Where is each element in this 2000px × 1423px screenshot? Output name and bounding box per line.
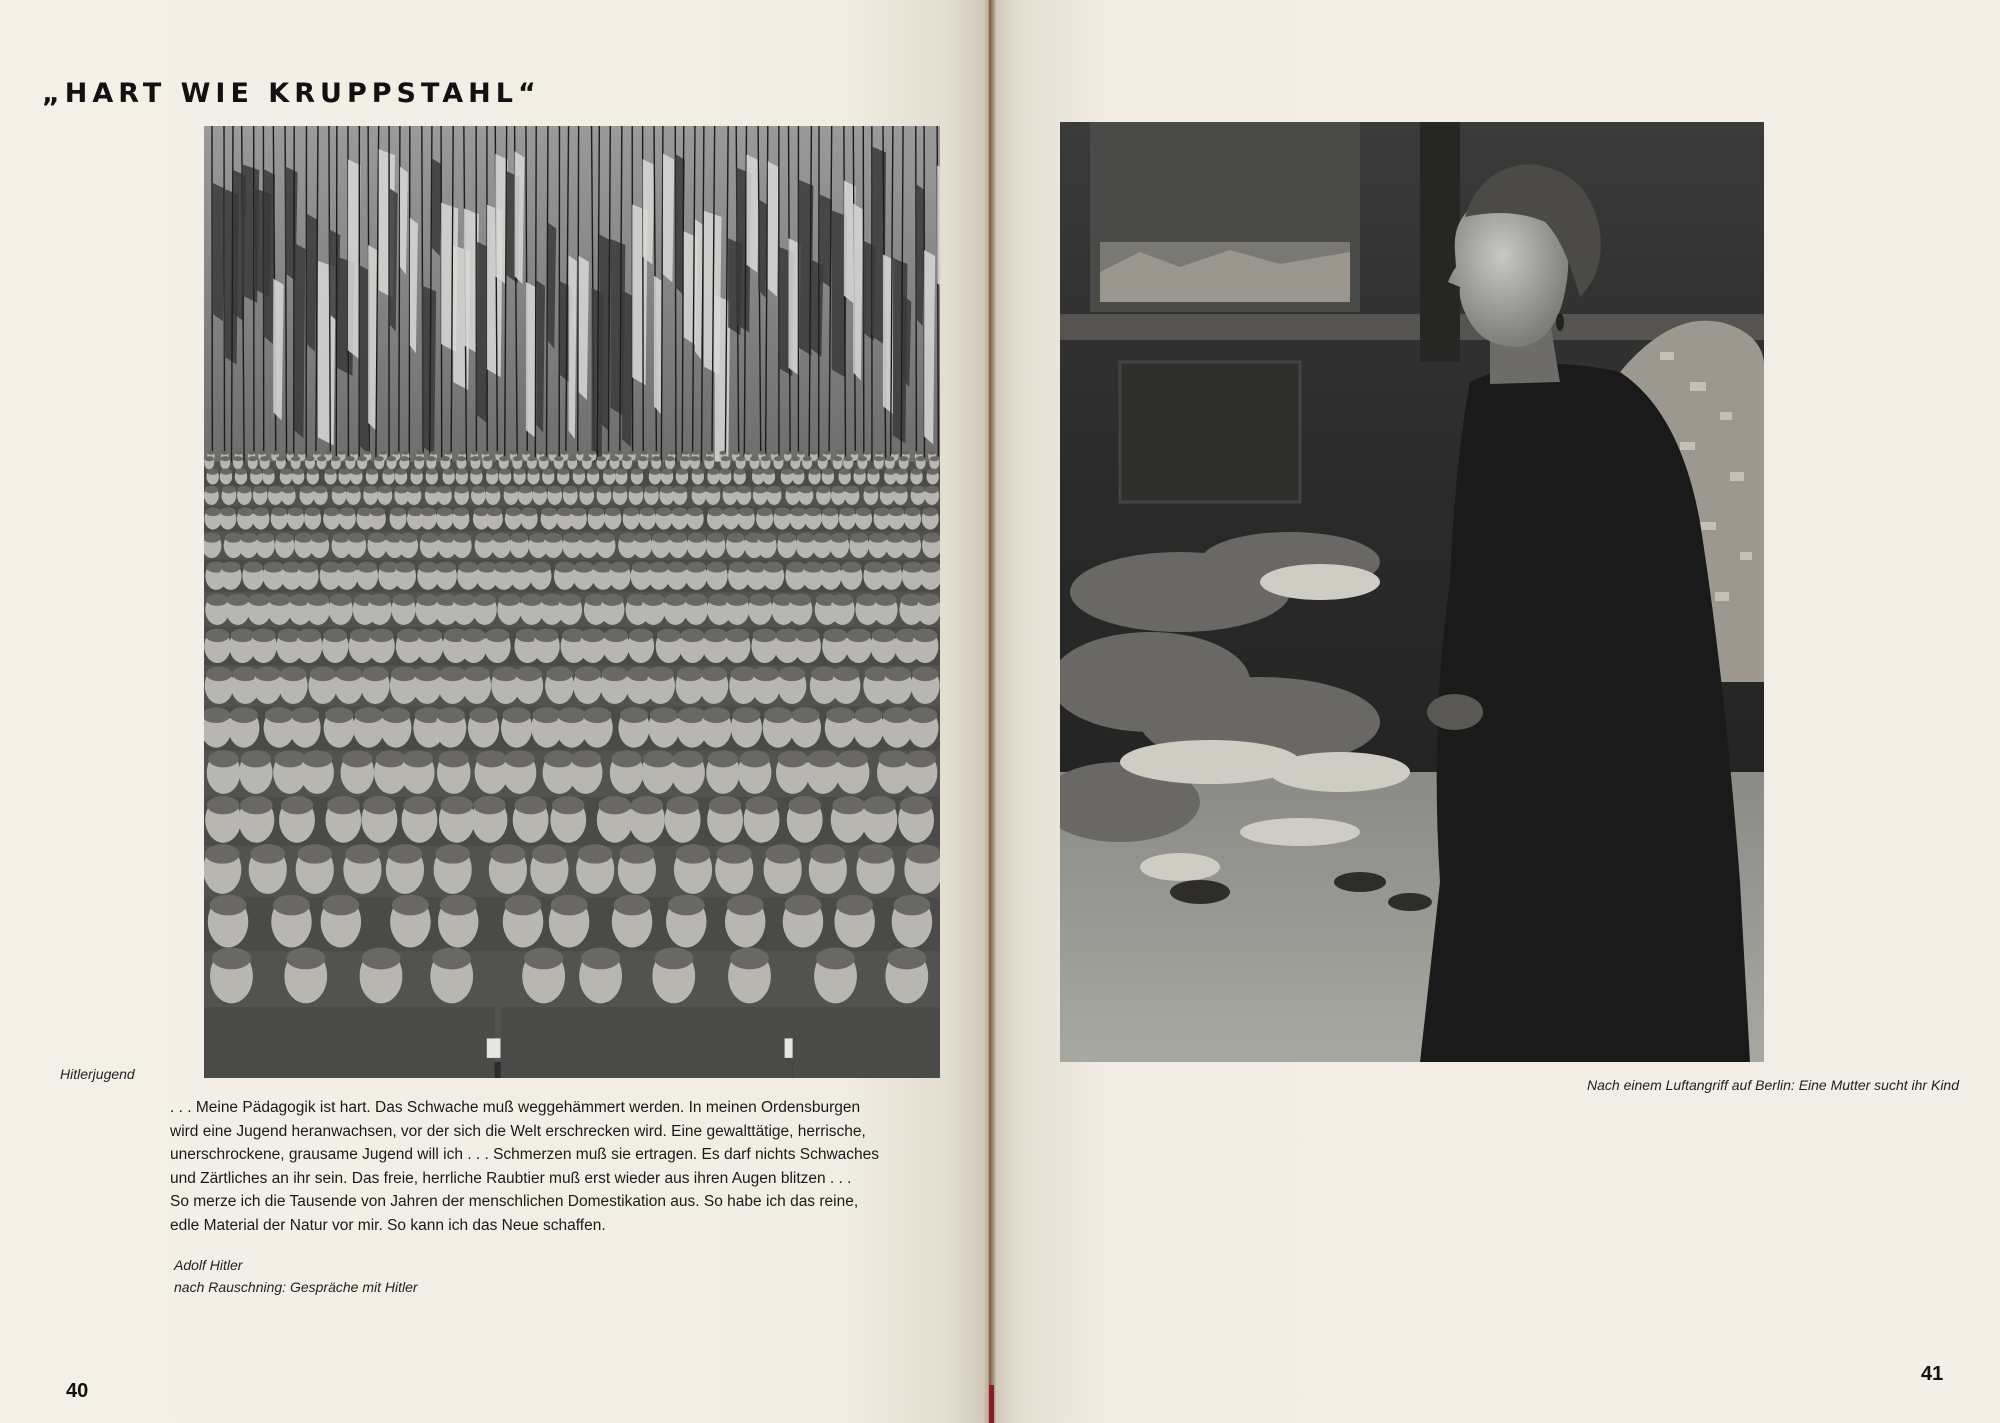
rally-photo-graphic bbox=[204, 126, 940, 1078]
air-raid-mother-photo bbox=[1060, 122, 1764, 1062]
quote-attribution bbox=[174, 1254, 418, 1298]
quote-line: unerschrockene, grausame Jugend will ich . . . Schmerzen muß sie ertragen. Es darf nichts Schwaches bbox=[170, 1146, 880, 1163]
quote-line: wird eine Jugend heranwachsen, vor der sich die Welt erschrecken wird. Eine gewalttätige, herrische, bbox=[170, 1122, 866, 1140]
quote-line: . . . Meine Pädagogik ist hart. Das Schwache muß weggehämmert werden. In meinen Ordensburgen bbox=[170, 1099, 861, 1116]
hitler-quote bbox=[170, 1096, 960, 1237]
mother-photo-graphic bbox=[1060, 122, 1764, 1062]
page-number-right: 41 bbox=[1921, 1363, 1944, 1385]
page-number-left: 40 bbox=[66, 1380, 89, 1402]
book-binding-edge bbox=[989, 1385, 994, 1423]
hitler-youth-rally-photo bbox=[204, 126, 940, 1078]
attribution-source: nach Rauschning: Gespräche mit Hitler bbox=[174, 1279, 418, 1295]
quote-line: und Zärtliches an ihr sein. Das freie, herrliche Raubtier muß erst wieder aus ihren Augen blitzen . . . bbox=[170, 1169, 852, 1187]
page-heading: „HART WIE KRUPPSTAHL“ bbox=[42, 78, 541, 109]
quote-line: So merze ich die Tausende von Jahren der menschlichen Domestikation aus. So habe ich das reine, bbox=[170, 1193, 859, 1210]
right-page bbox=[988, 0, 2000, 1423]
rally-photo-caption: Hitlerjugend bbox=[60, 1066, 135, 1082]
mother-photo-caption: Nach einem Luftangriff auf Berlin: Eine Mutter sucht ihr Kind bbox=[1587, 1077, 1959, 1093]
book-gutter bbox=[982, 0, 996, 1423]
quote-line: edle Material der Natur vor mir. So kann ich das Neue schaffen. bbox=[170, 1216, 606, 1234]
attribution-author: Adolf Hitler bbox=[174, 1257, 243, 1273]
left-page bbox=[0, 0, 988, 1423]
